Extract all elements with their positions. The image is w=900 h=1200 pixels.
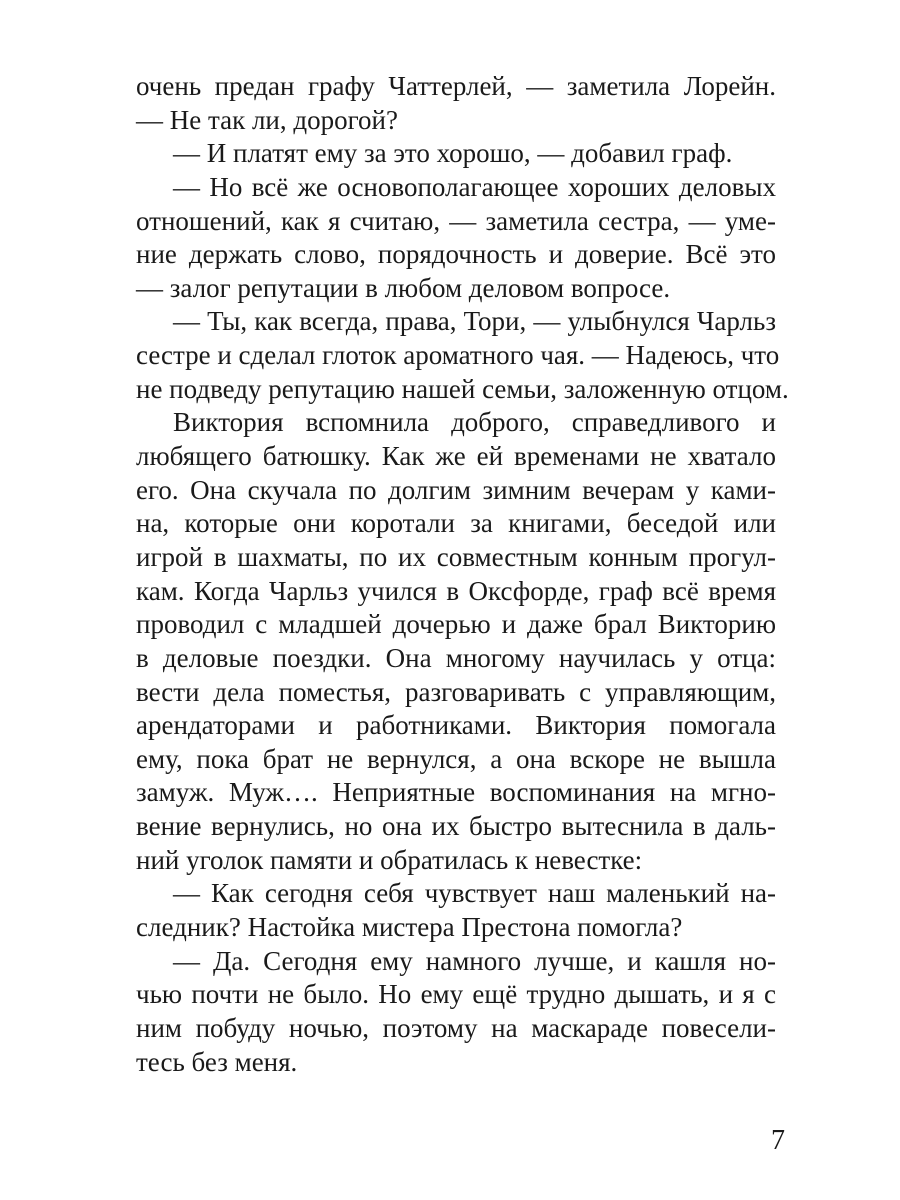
text-line: ему, пока брат не вернулся, а она вскоре не вышла (136, 743, 776, 774)
text-line: — Не так ли, дорогой? (136, 104, 398, 135)
text-line: очень предан графу Чаттерлей, — заметила Лорейн. (136, 71, 776, 101)
text-line: — Ты, как всегда, права, Тори, — улыбнулся Чарльз (173, 306, 776, 337)
text-line: — Да. Сегодня ему намного лучше, и кашля но- (173, 945, 776, 976)
page-number: 7 (771, 1125, 785, 1156)
text-line: отношений, как я считаю, — заметила сестра, — уме- (136, 205, 776, 236)
text-line: его. Она скучала по долгим зимним вечерам у ками- (136, 474, 776, 505)
text-line: вение вернулись, но она их быстро вытеснила в даль- (136, 811, 776, 842)
text-line: ним побуду ночью, поэтому на маскараде повесели- (136, 1012, 776, 1043)
text-line: любящего батюшку. Как же ей временами не хватало (136, 441, 776, 472)
text-line: — Но всё же основополагающее хороших деловых (173, 171, 776, 202)
text-line: — И платят ему за это хорошо, — добавил граф. (173, 138, 733, 169)
text-line: арендаторами и работниками. Виктория помогала (136, 710, 776, 741)
text-line: следник? Настойка мистера Престона помогла? (136, 912, 683, 943)
text-line: чью почти не было. Но ему ещё трудно дышать, и я с (136, 979, 776, 1010)
text-line: — Как сегодня себя чувствует наш маленький на- (173, 878, 776, 909)
text-line: игрой в шахматы, по их совместным конным прогул- (136, 541, 776, 572)
text-line: на, которые они коротали за книгами, беседой или (136, 508, 776, 539)
text-line: в деловые поездки. Она многому научилась у отца: (136, 642, 776, 673)
text-line: вести дела поместья, разговаривать с управляющим, (136, 676, 776, 707)
text-line: ние держать слово, порядочность и доверие. Всё это (136, 239, 776, 270)
text-line: Виктория вспомнила доброго, справедливого и (173, 407, 776, 438)
text-line: — залог репутации в любом деловом вопросе. (136, 272, 671, 303)
text-line: тесь без меня. (136, 1046, 298, 1077)
text-line: проводил с младшей дочерью и даже брал Викторию (136, 609, 776, 640)
text-line: замуж. Муж…. Неприятные воспоминания на мгно- (136, 777, 776, 808)
text-line: ний уголок памяти и обратилась к невестке: (136, 844, 643, 875)
text-line: кам. Когда Чарльз учился в Оксфорде, граф всё время (136, 575, 776, 606)
text-line: не подведу репутацию нашей семьи, заложенную отцом. (136, 373, 789, 404)
text-line: сестре и сделал глоток ароматного чая. — Надеюсь, что (136, 340, 780, 371)
page-body-text (136, 70, 789, 1079)
